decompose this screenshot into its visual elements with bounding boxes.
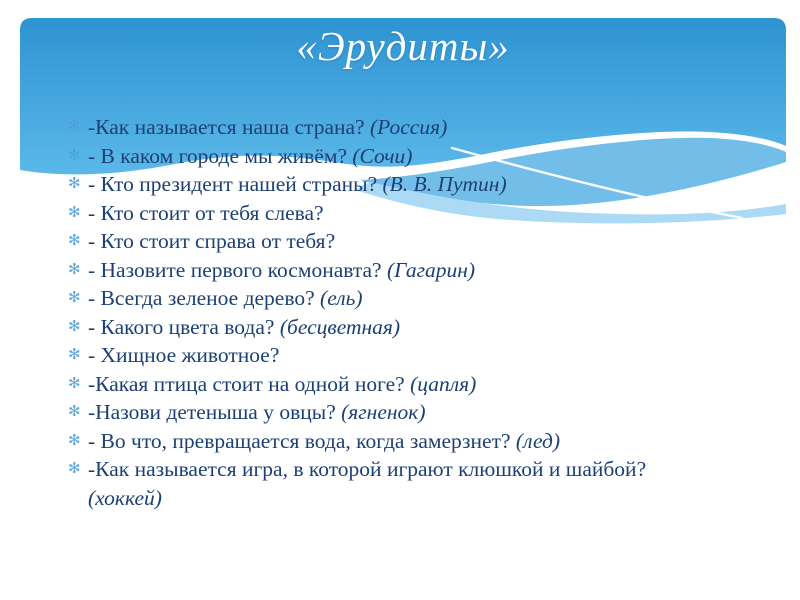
- snowflake-bullet-icon: ✻: [68, 347, 81, 363]
- snowflake-bullet-icon: ✻: [68, 147, 81, 164]
- answer-text: (ель): [320, 286, 363, 310]
- snowflake-bullet-icon: ✻: [68, 290, 81, 306]
- answer-text: (Сочи): [352, 143, 413, 168]
- question-text: -Как называется наша страна? (Россия): [88, 115, 448, 139]
- list-item: [64, 455, 708, 512]
- answer-text: (лед): [515, 428, 561, 453]
- snowflake-bullet-icon: ✻: [68, 176, 81, 192]
- question-text: -Как называется игра, в которой играют клюшкой и шайбой? (хоккей): [88, 457, 647, 510]
- answer-text: (В. В. Путин): [382, 172, 507, 196]
- answer-text: (ягненок): [341, 400, 426, 424]
- question-text: - Кто стоит от тебя слева?: [88, 200, 324, 225]
- question-text: -Назови детеныша у овцы? (ягненок): [88, 400, 426, 424]
- answer-text: (цапля): [410, 371, 477, 396]
- slide-title: «Эрудиты»: [296, 23, 510, 69]
- question-list: [64, 113, 708, 512]
- snowflake-bullet-icon: ✻: [68, 432, 81, 449]
- snowflake-bullet-icon: ✻: [68, 375, 81, 392]
- list-item: [64, 199, 708, 228]
- question-text: - Кто стоит справа от тебя?: [88, 229, 336, 253]
- answer-text: (Россия): [369, 115, 448, 139]
- question-text: - Всегда зеленое дерево? (ель): [88, 286, 363, 310]
- question-text: - Во что, превращается вода, когда замерзнет? (лед): [88, 428, 561, 453]
- question-text: - Назовите первого космонавта? (Гагарин): [88, 257, 476, 282]
- snowflake-bullet-icon: ✻: [68, 261, 81, 278]
- list-item: [64, 256, 708, 285]
- list-item: [64, 170, 708, 199]
- list-item: [64, 227, 708, 256]
- list-item: [64, 427, 708, 456]
- snowflake-bullet-icon: ✻: [68, 461, 81, 477]
- answer-text: (бесцветная): [279, 314, 401, 339]
- answer-text: (хоккей): [88, 485, 162, 510]
- list-item: [64, 284, 708, 313]
- list-item: [64, 313, 708, 342]
- snowflake-bullet-icon: ✻: [68, 119, 81, 135]
- question-text: - Хищное животное?: [88, 343, 280, 367]
- answer-text: (Гагарин): [386, 257, 476, 282]
- snowflake-bullet-icon: ✻: [68, 318, 81, 335]
- list-item: [64, 142, 708, 171]
- snowflake-bullet-icon: ✻: [68, 404, 81, 420]
- list-item: [64, 398, 708, 427]
- question-text: -Какая птица стоит на одной ноге? (цапля): [88, 371, 477, 396]
- question-text: - В каком городе мы живём? (Сочи): [88, 143, 413, 168]
- list-item: [64, 113, 708, 142]
- snowflake-bullet-icon: ✻: [68, 233, 81, 249]
- list-item: [64, 370, 708, 399]
- question-text: - Какого цвета вода? (бесцветная): [88, 314, 401, 339]
- snowflake-bullet-icon: ✻: [68, 204, 81, 221]
- list-item: [64, 341, 708, 370]
- question-text: - Кто президент нашей страны? (В. В. Путин): [88, 172, 507, 196]
